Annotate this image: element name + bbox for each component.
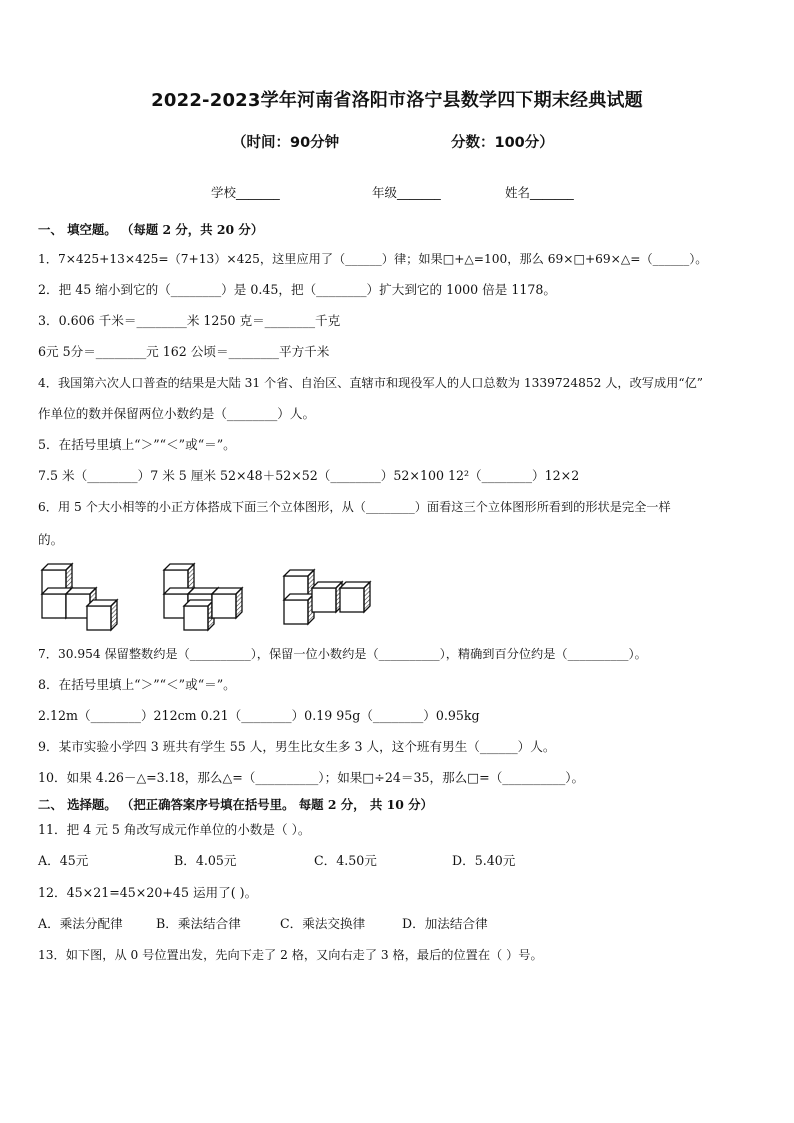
question-10: 10．如果 4.26－△=3.18，那么△=（__________）；如果□÷24＝35，那么□=（__________）。 [38,770,585,785]
question-12-option-b: B．乘法结合律 [156,916,241,931]
name-field: 姓名_______ [505,185,574,200]
question-8-items: 2.12m（________）212cm 0.21（________）0.19 95g（________）0.95kg [38,708,480,723]
question-6-line-2: 的。 [38,532,64,547]
question-11: 11．把 4 元 5 角改写成元作单位的小数是（ ）。 [38,822,311,837]
question-11-option-b: B．4.05元 [174,853,237,868]
cube-figures [38,560,398,632]
question-8: 8．在括号里填上“＞”“＜”或“＝”。 [38,677,236,692]
school-field: 学校_______ [211,185,280,200]
question-13: 13．如下图，从 0 号位置出发，先向下走了 2 格，又向右走了 3 格，最后的位置在（ ）号。 [38,948,543,962]
question-3-line-2: 6元 5分＝________元 162 公顷＝________平方千米 [38,344,330,359]
question-12-option-d: D．加法结合律 [402,916,488,931]
question-11-option-d: D．5.40元 [452,853,516,868]
exam-score: 分数：100分） [451,135,554,151]
exam-time: （时间：90分钟 [232,135,340,151]
question-7: 7．30.954 保留整数约是（__________），保留一位小数约是（__________），精确到百分位约是（__________）。 [38,647,647,661]
figure-2 [164,564,242,630]
question-2: 2．把 45 缩小到它的（________）是 0.45，把（________）扩大到它的 1000 倍是 1178。 [38,282,557,297]
question-3-line-1: 3．0.606 千米＝________米 1250 克＝________千克 [38,313,341,328]
figure-3 [284,570,370,624]
question-9: 9．某市实验小学四 3 班共有学生 55 人，男生比女生多 3 人，这个班有男生（______）人。 [38,739,556,754]
grade-field: 年级_______ [372,185,441,200]
question-5: 5．在括号里填上“＞”“＜”或“＝”。 [38,437,236,452]
question-5-items: 7.5 米（________）7 米 5 厘米 52×48＋52×52（________）52×100 12²（________）12×2 [38,468,580,483]
exam-title: 2022-2023学年河南省洛阳市洛宁县数学四下期末经典试题 [151,90,643,111]
question-12-option-a: A．乘法分配律 [38,916,123,931]
question-12-option-c: C．乘法交换律 [280,916,366,931]
question-11-option-c: C．4.50元 [314,853,377,868]
question-11-option-a: A．45元 [38,853,89,868]
question-4-line-2: 作单位的数并保留两位小数约是（________）人。 [38,406,316,421]
section-2-heading: 二、 选择题。 （把正确答案序号填在括号里。 每题 2 分， 共 10 分） [38,797,433,812]
question-12: 12．45×21=45×20+45 运用了( )。 [38,885,258,900]
question-6-line-1: 6．用 5 个大小相等的小正方体搭成下面三个立体图形，从（________）面看这三个立体图形所看到的形状是完全一样 [38,500,671,514]
section-1-heading: 一、 填空题。 （每题 2 分，共 20 分） [38,222,264,237]
question-4-line-1: 4．我国第六次人口普查的结果是大陆 31 个省、自治区、直辖市和现役军人的人口总数为 1339724852 人，改写成用“亿” [38,376,704,390]
question-1: 1．7×425+13×425=（7+13）×425，这里应用了（______）律；如果□+△=100，那么 69×□+69×△=（______）。 [38,252,708,266]
figure-1 [42,564,117,630]
